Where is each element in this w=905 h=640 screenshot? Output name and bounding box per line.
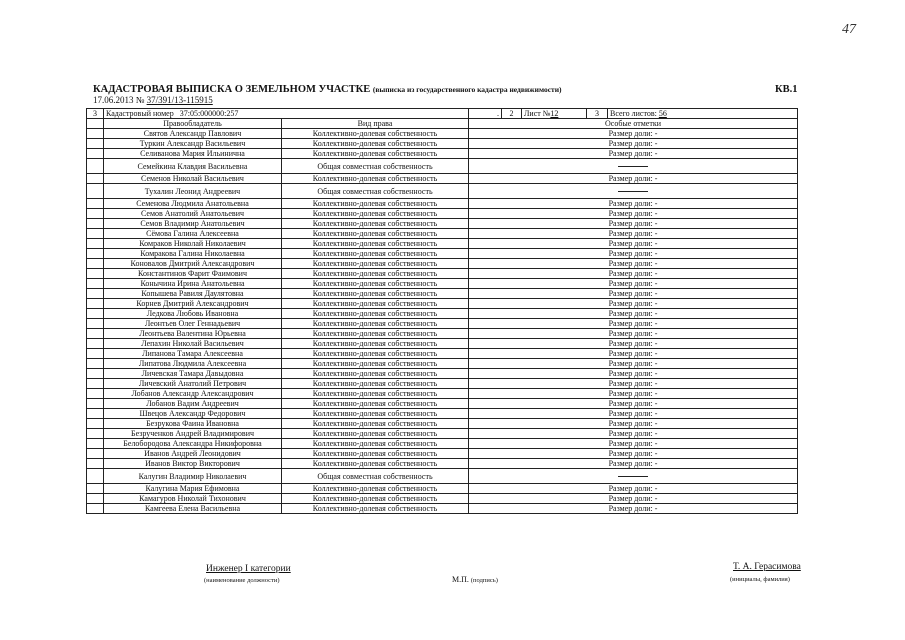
right-cell: Коллективно-долевая собственность: [282, 209, 469, 219]
holder-cell: Безрукова Фаина Ивановна: [104, 419, 282, 429]
mark-cell: Размер доли: -: [469, 339, 798, 349]
holder-cell: Святов Александр Павлович: [104, 129, 282, 139]
row-spacer: [87, 449, 104, 459]
mark-cell: Размер доли: -: [469, 459, 798, 469]
mark-cell: Размер доли: -: [469, 289, 798, 299]
section-number: 3: [87, 109, 104, 119]
document-date-line: [93, 95, 213, 105]
signature-caption: (подпись): [470, 577, 498, 584]
row-spacer: [87, 469, 104, 484]
stamp-place: [452, 575, 498, 584]
row-spacer: [87, 149, 104, 159]
holder-cell: Тухалин Леонид Андреевич: [104, 184, 282, 199]
row-spacer: [87, 369, 104, 379]
holder-cell: Калугин Владимир Николаевич: [104, 469, 282, 484]
mark-cell: Размер доли: -: [469, 439, 798, 449]
holder-cell: Коновалов Дмитрий Александрович: [104, 259, 282, 269]
holder-cell: Лобанов Вадим Андреевич: [104, 399, 282, 409]
holder-cell: Сёмова Галина Алексеевна: [104, 229, 282, 239]
right-cell: Коллективно-долевая собственность: [282, 279, 469, 289]
empty-dash: [618, 476, 648, 477]
holder-cell: Константинов Фарит Фаимович: [104, 269, 282, 279]
row-spacer: [87, 349, 104, 359]
table-row: [87, 459, 798, 469]
holders-table: [86, 108, 798, 514]
mark-cell: Размер доли: -: [469, 229, 798, 239]
table-row: [87, 259, 798, 269]
mark-cell: Размер доли: -: [469, 309, 798, 319]
holder-cell: Личевская Тамара Давыдовна: [104, 369, 282, 379]
document-date: 17.06.2013: [93, 95, 134, 105]
table-row: [87, 494, 798, 504]
right-cell: Коллективно-долевая собственность: [282, 259, 469, 269]
number-label: №: [135, 95, 145, 105]
right-cell: Общая совместная собственность: [282, 469, 469, 484]
holder-cell: Лобанов Александр Александрович: [104, 389, 282, 399]
mark-cell: Размер доли: -: [469, 239, 798, 249]
mark-cell: Размер доли: -: [469, 379, 798, 389]
table-row: [87, 399, 798, 409]
holder-cell: Швецов Александр Федорович: [104, 409, 282, 419]
table-row: [87, 249, 798, 259]
total-sheets: 56: [658, 109, 667, 118]
mark-cell: Размер доли: -: [469, 219, 798, 229]
row-spacer: [87, 409, 104, 419]
mark-cell: Размер доли: -: [469, 369, 798, 379]
row-spacer: [87, 329, 104, 339]
row-spacer: [87, 319, 104, 329]
right-cell: Коллективно-долевая собственность: [282, 229, 469, 239]
row-spacer: [87, 504, 104, 514]
right-cell: Коллективно-долевая собственность: [282, 139, 469, 149]
right-cell: Коллективно-долевая собственность: [282, 269, 469, 279]
document-title: [93, 84, 562, 95]
table-row: [87, 269, 798, 279]
right-cell: Коллективно-долевая собственность: [282, 319, 469, 329]
row-spacer: [87, 439, 104, 449]
right-cell: Коллективно-долевая собственность: [282, 149, 469, 159]
right-cell: Общая совместная собственность: [282, 184, 469, 199]
empty-dash: [618, 166, 648, 167]
row-spacer: [87, 494, 104, 504]
form-code: КВ.1: [775, 84, 798, 95]
table-row: [87, 174, 798, 184]
table-row: [87, 149, 798, 159]
mark-cell: [469, 469, 798, 484]
right-cell: Коллективно-долевая собственность: [282, 484, 469, 494]
row-spacer: [87, 389, 104, 399]
right-cell: Коллективно-долевая собственность: [282, 239, 469, 249]
holder-cell: Лепахин Николай Васильевич: [104, 339, 282, 349]
table-header-row: [87, 119, 798, 129]
row-spacer: [87, 269, 104, 279]
signer-name: Т. А. Герасимова: [733, 562, 801, 572]
title-text: КАДАСТРОВАЯ ВЫПИСКА О ЗЕМЕЛЬНОМ УЧАСТКЕ: [93, 84, 371, 95]
holder-cell: Семов Владимир Анатольевич: [104, 219, 282, 229]
holder-cell: Комракова Галина Николаевна: [104, 249, 282, 259]
right-cell: Коллективно-долевая собственность: [282, 199, 469, 209]
sheet-index: 2: [502, 109, 522, 119]
table-row: [87, 199, 798, 209]
sheet-cell: [522, 109, 587, 119]
mark-cell: Размер доли: -: [469, 199, 798, 209]
mark-cell: Размер доли: -: [469, 484, 798, 494]
section-index: 3: [587, 109, 608, 119]
row-spacer: [87, 139, 104, 149]
mark-cell: [469, 184, 798, 199]
mark-cell: Размер доли: -: [469, 279, 798, 289]
row-spacer: [87, 339, 104, 349]
holder-cell: Личевский Анатолий Петрович: [104, 379, 282, 389]
col-holder-header: Правообладатель: [104, 119, 282, 129]
row-spacer: [87, 199, 104, 209]
holder-cell: Липанова Тамара Алексеевна: [104, 349, 282, 359]
sheet-label: Лист №: [524, 109, 551, 118]
row-spacer: [87, 219, 104, 229]
total-label: Всего листов:: [610, 109, 657, 118]
holder-cell: Безрученков Андрей Владимирович: [104, 429, 282, 439]
row-spacer: [87, 399, 104, 409]
right-cell: Коллективно-долевая собственность: [282, 299, 469, 309]
mark-cell: Размер доли: -: [469, 359, 798, 369]
holder-cell: Леонтьева Валентина Юрьевна: [104, 329, 282, 339]
mark-cell: Размер доли: -: [469, 174, 798, 184]
row-spacer: [87, 309, 104, 319]
row-spacer: [87, 249, 104, 259]
row-spacer: [87, 184, 104, 199]
right-cell: Коллективно-долевая собственность: [282, 329, 469, 339]
right-cell: Коллективно-долевая собственность: [282, 249, 469, 259]
page-number: 47: [842, 22, 856, 37]
table-row: [87, 369, 798, 379]
table-row: [87, 449, 798, 459]
mark-cell: [469, 159, 798, 174]
mark-cell: Размер доли: -: [469, 409, 798, 419]
holder-cell: Камагуров Николай Тихонович: [104, 494, 282, 504]
table-row: [87, 409, 798, 419]
mark-cell: Размер доли: -: [469, 419, 798, 429]
table-row: [87, 349, 798, 359]
table-row: [87, 319, 798, 329]
mark-cell: Размер доли: -: [469, 129, 798, 139]
mark-cell: Размер доли: -: [469, 449, 798, 459]
mark-cell: Размер доли: -: [469, 259, 798, 269]
holder-cell: Белобородова Александра Никифоровна: [104, 439, 282, 449]
right-cell: Коллективно-долевая собственность: [282, 459, 469, 469]
table-row: [87, 389, 798, 399]
holder-cell: Конычина Ирина Анатольевна: [104, 279, 282, 289]
mark-cell: Размер доли: -: [469, 504, 798, 514]
holder-cell: Селиванова Мария Ильинична: [104, 149, 282, 159]
row-spacer: [87, 359, 104, 369]
right-cell: Коллективно-долевая собственность: [282, 174, 469, 184]
holder-cell: Ледкова Любовь Ивановна: [104, 309, 282, 319]
table-row: [87, 359, 798, 369]
row-spacer: [87, 484, 104, 494]
right-cell: Коллективно-долевая собственность: [282, 379, 469, 389]
mark-cell: Размер доли: -: [469, 399, 798, 409]
holder-cell: Семейкина Клавдия Васильевна: [104, 159, 282, 174]
table-row: [87, 469, 798, 484]
holder-cell: Копышева Равиля Даулятовна: [104, 289, 282, 299]
right-cell: Коллективно-долевая собственность: [282, 409, 469, 419]
holder-cell: Иванов Андрей Леонидович: [104, 449, 282, 459]
mark-cell: Размер доли: -: [469, 349, 798, 359]
table-row: [87, 289, 798, 299]
right-cell: Коллективно-долевая собственность: [282, 419, 469, 429]
total-cell: [608, 109, 798, 119]
dot-cell: .: [469, 109, 502, 119]
holder-cell: Леонтьев Олег Геннадьевич: [104, 319, 282, 329]
mp-label: М.П.: [452, 575, 469, 584]
mark-cell: Размер доли: -: [469, 269, 798, 279]
table-row: [87, 429, 798, 439]
table-row: [87, 159, 798, 174]
right-cell: Коллективно-долевая собственность: [282, 439, 469, 449]
row-spacer: [87, 129, 104, 139]
holder-cell: Калугина Мария Ефимовна: [104, 484, 282, 494]
table-row: [87, 139, 798, 149]
table-row: [87, 504, 798, 514]
row-spacer: [87, 289, 104, 299]
col-right-header: Вид права: [282, 119, 469, 129]
cadastral-cell: [104, 109, 469, 119]
cadastral-number: 37:05:000000:257: [179, 109, 239, 118]
row-spacer: [87, 429, 104, 439]
holder-cell: Семов Анатолий Анатольевич: [104, 209, 282, 219]
right-cell: Коллективно-долевая собственность: [282, 129, 469, 139]
table-row: [87, 339, 798, 349]
holder-cell: Семенова Людмила Анатольевна: [104, 199, 282, 209]
table-info-row: [87, 109, 798, 119]
mark-cell: Размер доли: -: [469, 319, 798, 329]
table-row: [87, 484, 798, 494]
right-cell: Коллективно-долевая собственность: [282, 359, 469, 369]
mark-cell: Размер доли: -: [469, 299, 798, 309]
table-row: [87, 184, 798, 199]
holder-cell: Иванов Виктор Викторович: [104, 459, 282, 469]
signer-name-caption: (инициалы, фамилия): [730, 576, 790, 583]
row-spacer: [87, 239, 104, 249]
right-cell: Коллективно-долевая собственность: [282, 389, 469, 399]
holder-cell: Туркин Александр Васильевич: [104, 139, 282, 149]
mark-cell: Размер доли: -: [469, 249, 798, 259]
holder-cell: Семенов Николай Васильевич: [104, 174, 282, 184]
document-number: 37/391/13-115915: [146, 95, 213, 105]
right-cell: Коллективно-долевая собственность: [282, 429, 469, 439]
row-spacer: [87, 229, 104, 239]
row-spacer: [87, 209, 104, 219]
mark-cell: Размер доли: -: [469, 494, 798, 504]
row-spacer: [87, 279, 104, 289]
right-cell: Коллективно-долевая собственность: [282, 449, 469, 459]
table-row: [87, 309, 798, 319]
right-cell: Коллективно-долевая собственность: [282, 339, 469, 349]
holder-cell: Камгеева Елена Васильевна: [104, 504, 282, 514]
header-spacer: [87, 119, 104, 129]
mark-cell: Размер доли: -: [469, 139, 798, 149]
row-spacer: [87, 459, 104, 469]
table-row: [87, 439, 798, 449]
right-cell: Коллективно-долевая собственность: [282, 289, 469, 299]
cadastral-label: Кадастровый номер: [106, 109, 174, 118]
table-row: [87, 329, 798, 339]
table-row: [87, 299, 798, 309]
mark-cell: Размер доли: -: [469, 149, 798, 159]
title-subtitle: (выписка из государственного кадастра недвижимости): [372, 85, 562, 94]
row-spacer: [87, 419, 104, 429]
table-row: [87, 229, 798, 239]
holder-cell: Комраков Николай Николаевич: [104, 239, 282, 249]
signer-position-caption: (наименование должности): [204, 577, 280, 584]
table-row: [87, 219, 798, 229]
mark-cell: Размер доли: -: [469, 389, 798, 399]
right-cell: Коллективно-долевая собственность: [282, 349, 469, 359]
table-row: [87, 279, 798, 289]
holder-cell: Корнев Дмитрий Александрович: [104, 299, 282, 309]
holder-cell: Липатова Людмила Алексеевна: [104, 359, 282, 369]
right-cell: Коллективно-долевая собственность: [282, 504, 469, 514]
table-row: [87, 239, 798, 249]
right-cell: Коллективно-долевая собственность: [282, 494, 469, 504]
row-spacer: [87, 379, 104, 389]
table-row: [87, 129, 798, 139]
row-spacer: [87, 299, 104, 309]
signer-position: Инженер I категории: [206, 564, 291, 574]
right-cell: Общая совместная собственность: [282, 159, 469, 174]
table-row: [87, 419, 798, 429]
col-marks-header: Особые отметки: [469, 119, 798, 129]
table-row: [87, 209, 798, 219]
table-row: [87, 379, 798, 389]
sheet-number: 12: [550, 109, 559, 118]
right-cell: Коллективно-долевая собственность: [282, 369, 469, 379]
mark-cell: Размер доли: -: [469, 209, 798, 219]
row-spacer: [87, 174, 104, 184]
row-spacer: [87, 259, 104, 269]
right-cell: Коллективно-долевая собственность: [282, 399, 469, 409]
empty-dash: [618, 191, 648, 192]
mark-cell: Размер доли: -: [469, 429, 798, 439]
mark-cell: Размер доли: -: [469, 329, 798, 339]
right-cell: Коллективно-долевая собственность: [282, 219, 469, 229]
row-spacer: [87, 159, 104, 174]
right-cell: Коллективно-долевая собственность: [282, 309, 469, 319]
